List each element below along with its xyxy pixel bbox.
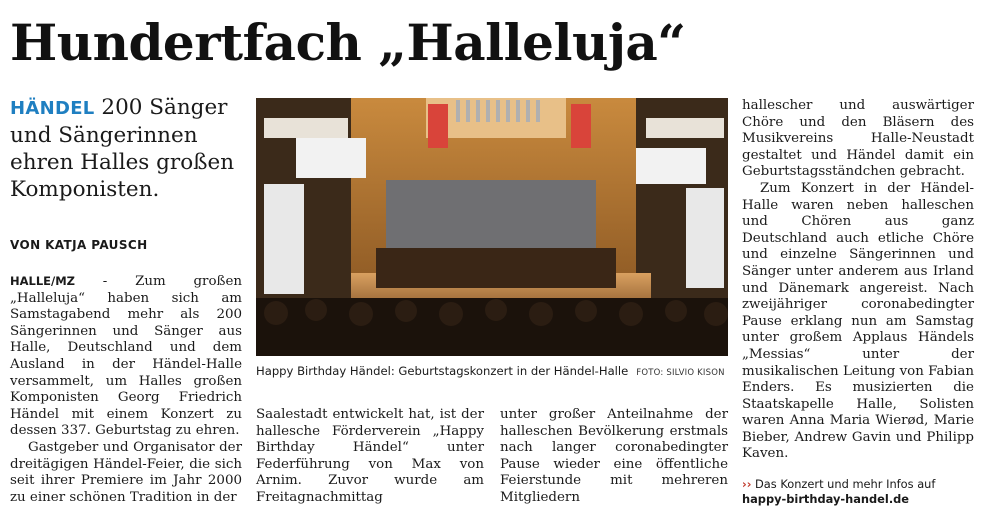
lead-summary xyxy=(10,94,242,203)
arrow-icon: ›› xyxy=(742,477,752,491)
info-text: Das Konzert und mehr Infos auf xyxy=(751,477,936,491)
lead-kicker: HÄNDEL xyxy=(10,98,95,119)
caption-text: Happy Birthday Händel: Geburtstagskonzert in der Händel-Halle xyxy=(256,364,629,378)
article-column-3 xyxy=(500,407,728,507)
concert-hall-image xyxy=(256,98,728,356)
dateline: HALLE/MZ xyxy=(10,274,76,288)
article-column-2 xyxy=(256,407,484,507)
article-paragraph-4: unter großer Anteilnahme der halleschen Bevölkerung erstmals nach langer coronabedingter Pause wieder eine öffentliche Feierstunde mit mehreren Mitgliedern xyxy=(500,407,728,505)
info-link[interactable]: happy-birthday-handel.de xyxy=(742,492,910,506)
photo-caption xyxy=(256,364,728,382)
byline: VON KATJA PAUSCH xyxy=(10,238,148,252)
article-paragraph-1: HALLE/MZ - Zum großen „Halleluja“ haben sich am Samstagabend mehr als 200 Sängerinnen und Sänger aus Halle, Deutschland und dem Ausland in der Händel-Halle versammelt, um Halles großen Komponisten Georg Friedrich Händel mit einem Konzert zu dessen 337. Geburtstag zu ehren. xyxy=(10,274,242,439)
article-column-4 xyxy=(742,98,974,463)
article-column-1 xyxy=(10,273,242,506)
article-paragraph-2: Gastgeber und Organisator der dreitägigen Händel-Feier, die sich seit ihrer Premiere im Jahr 2000 zu einer schönen Tradition in der xyxy=(10,439,242,505)
article-paragraph-3: Saalestadt entwickelt hat, ist der hallesche Förderverein „Happy Birthday Händel“ unter Federführung von Max von Arnim. Zuvor wurde am Freitagnachmittag xyxy=(256,407,484,505)
article-paragraph-5: hallescher und auswärtiger Chöre und den Bläsern des Musikvereins Halle-Neustadt gestaltet und Händel damit ein Geburtstagsständchen gebracht. xyxy=(742,98,974,180)
info-box xyxy=(742,477,974,507)
concert-photo xyxy=(256,98,728,356)
article-paragraph-6: Zum Konzert in der Händel-Halle waren neben halleschen und Chören aus ganz Deutschland auch etliche Chöre und einzelne Sängerinnen und Sänger unter anderem aus Irland und Dänemark angereist. Nach zweijähriger coronabedingter Pause erklang nun am Samstag unter großem Applaus Händels „Messias“ unter der musikalischen Leitung von Fabian Enders. Es musizierten die Staatskapelle Halle, Solisten waren Anna Maria Wierød, Marie Bieber, Andrew Gavin und Philipp Kaven. xyxy=(742,180,974,462)
lead-text: 200 Sänger und Sängerinnen ehren Halles großen Komponisten. xyxy=(10,95,235,202)
headline: Hundertfach „Halleluja“ xyxy=(10,13,686,72)
photo-credit: FOTO: SILVIO KISON xyxy=(636,368,725,378)
